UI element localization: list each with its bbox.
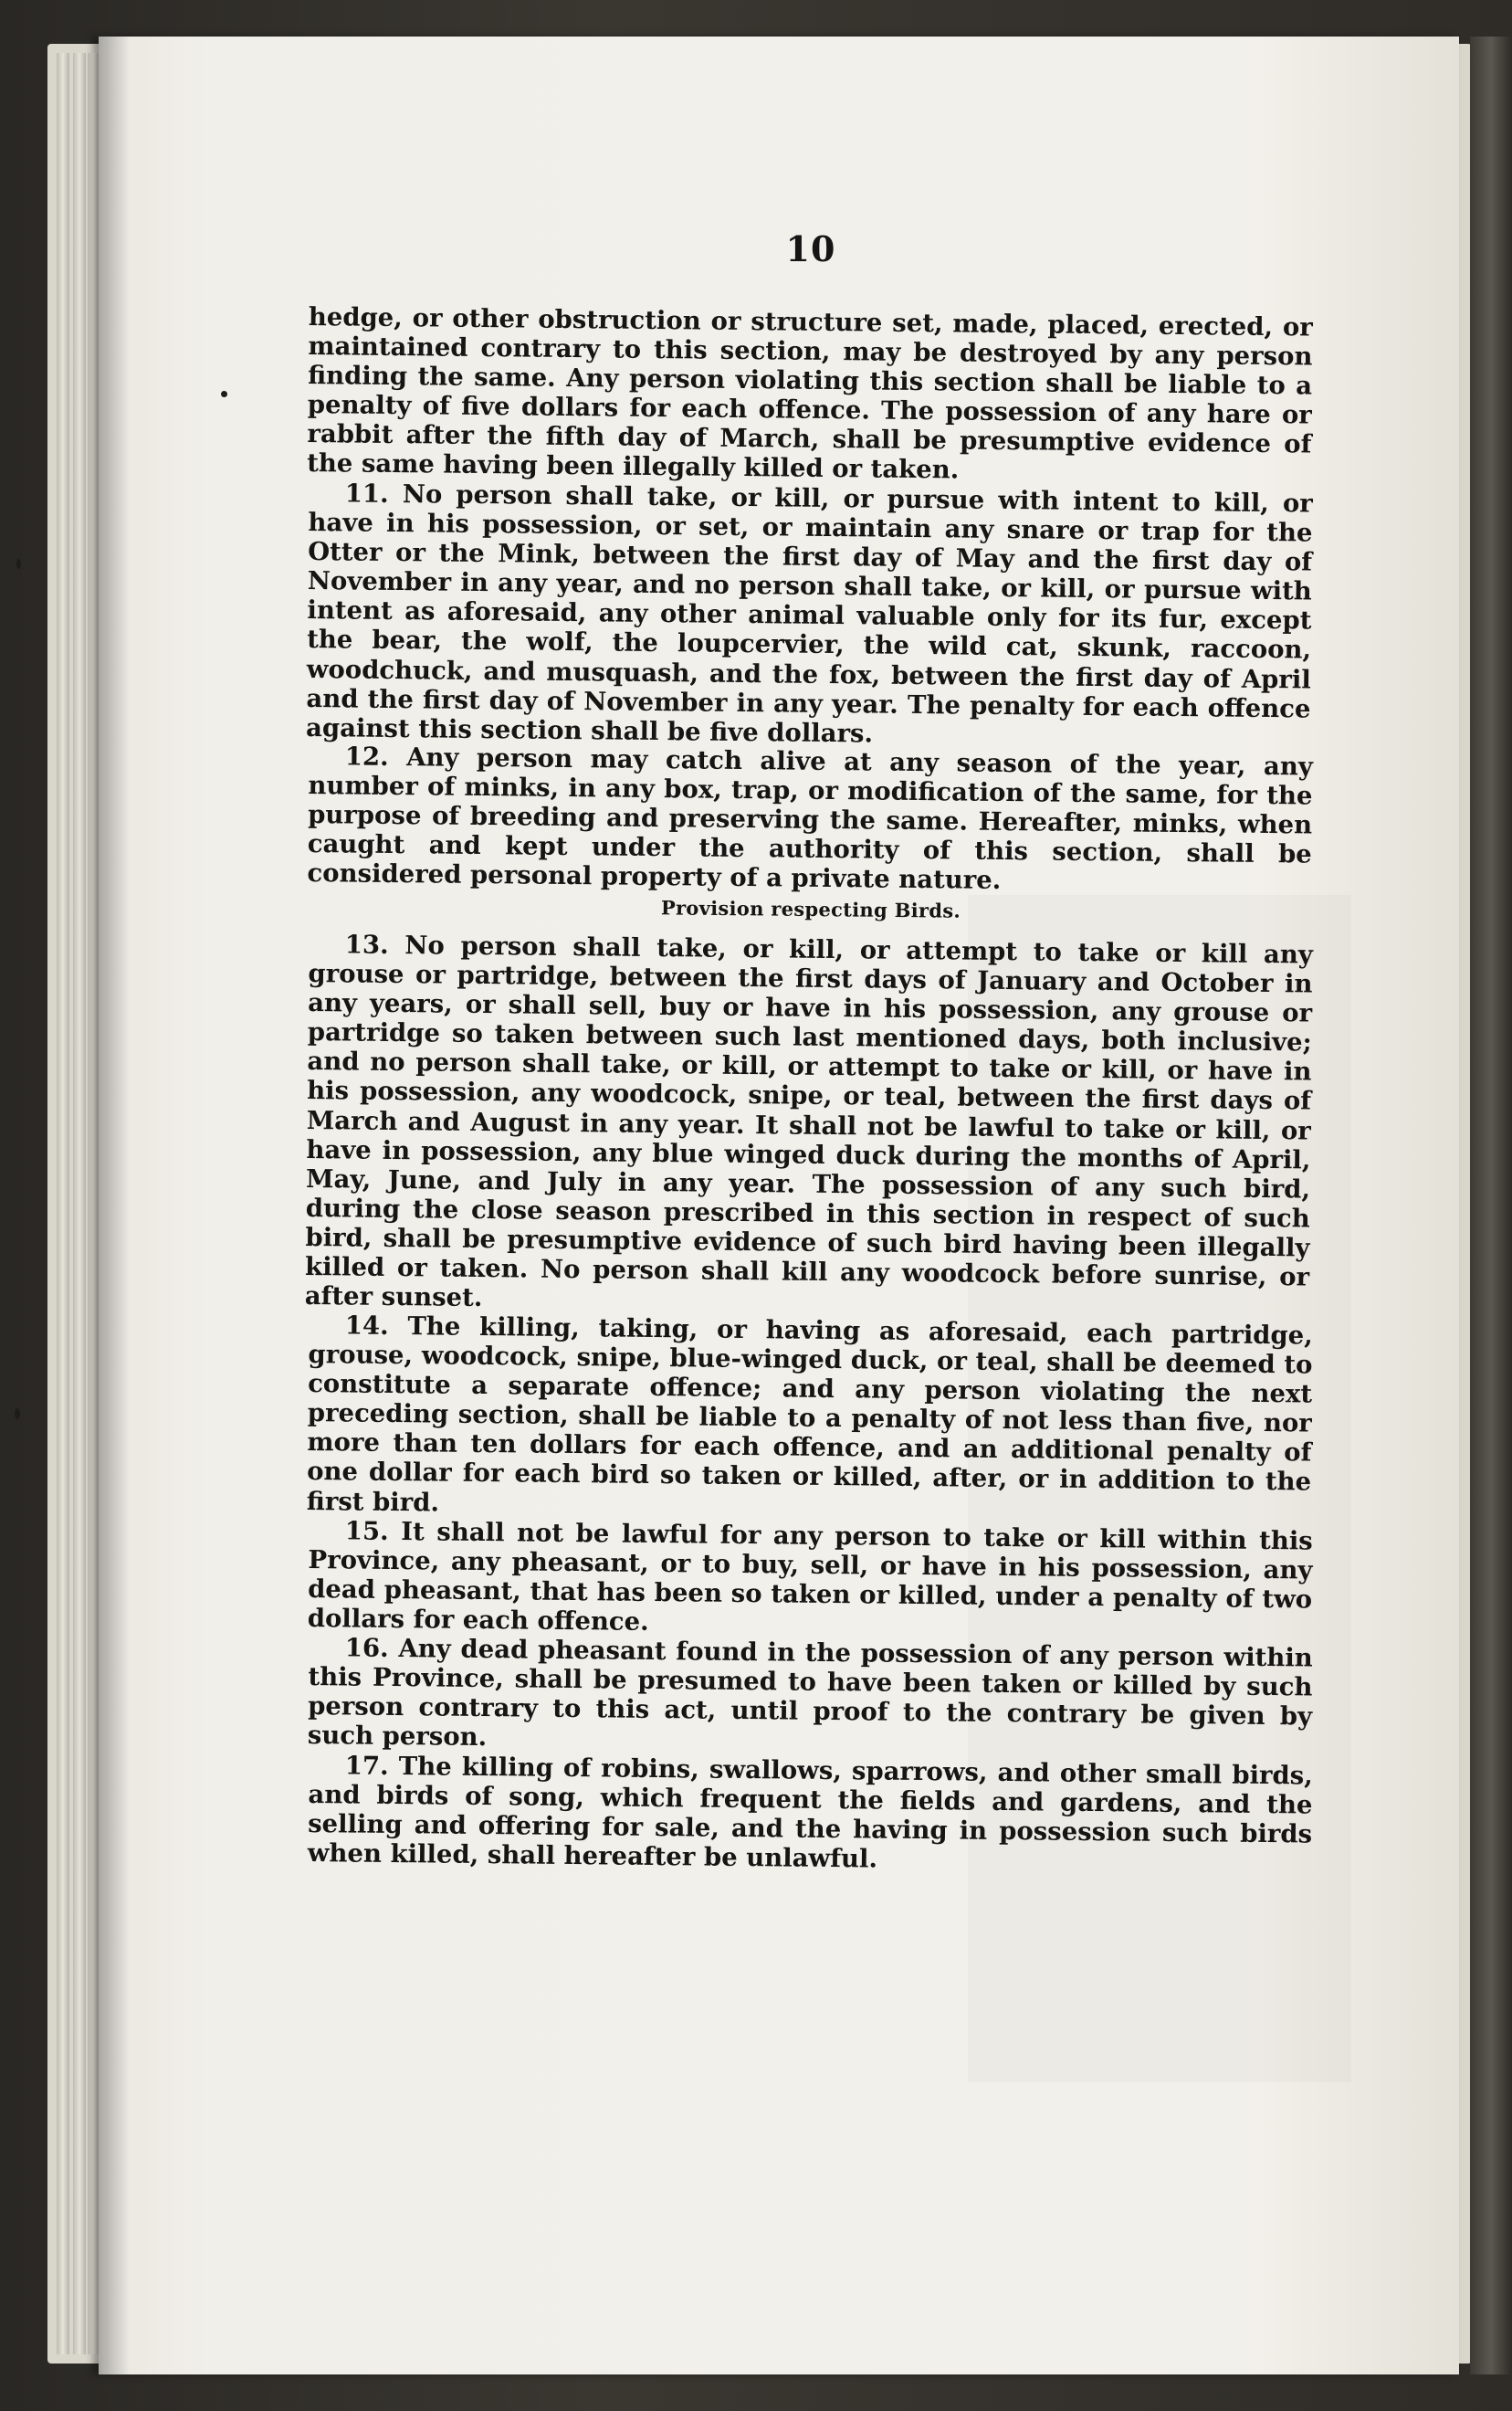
- section-heading: Provision respecting Birds.: [660, 896, 961, 922]
- paragraph-section-12: 12. Any person may catch alive at any season of the year, any number of minks, in any box, trap, or modification of the same, for the purpose of breeding and preserving the same. Hereafter, minks, when caught and kept under the authority of this section, shall be considered personal property of a private nature.: [307, 742, 1313, 896]
- ink-speck: [221, 391, 227, 397]
- paragraph-continuation: hedge, or other obstruction or structure set, made, placed, erected, or maintained contrary to this section, may be destroyed by any person finding the same. Any person violating this section shall be liable to a penalty of five dollars for each offence. The possession of any hare or rabbit after the fifth day of March, shall be presumptive evidence of the same having been illegally killed or taken.: [306, 302, 1313, 485]
- ink-speck: [15, 1408, 20, 1419]
- paragraph-section-16: 16. Any dead pheasant found in the possession of any person within this Province, shall be presumed to have been taken or killed by such person contrary to this act, until proof to the contrary be given by such person.: [307, 1633, 1313, 1753]
- page-edge: [73, 53, 86, 2354]
- paragraph-section-11: 11. No person shall take, or kill, or pursue with intent to kill, or have in his possession, or set, or maintain any snare or trap for the Otter or the Mink, between the first day of May and the first day of November in any year, and no person shall take, or kill, or pursue with intent as aforesaid, any other animal valuable only for its fur, except the bear, the wolf, the loupcervier, the wild cat, skunk, raccoon, woodchuck, and musquash, and the fox, between the first day of April and the first day of November in any year. The penalty for each offence against this section shall be five dollars.: [305, 478, 1313, 748]
- paragraph-section-15: 15. It shall not be lawful for any person to take or kill within this Province, any pheasant, or to buy, sell, or have in his possession, any dead pheasant, that has been so taken or killed, under a penalty of two dollars for each offence.: [307, 1516, 1313, 1637]
- paragraph-section-14: 14. The killing, taking, or having as aforesaid, each partridge, grouse, woodcock, snipe, blue-winged duck, or teal, shall be deemed to constitute a separate offence; and any person violating the next preceding section, shall be liable to a penalty of not less than five, nor more than ten dollars for each offence, and an additional penalty of one dollar for each bird so taken or killed, after, or in addition to the first bird.: [306, 1311, 1313, 1518]
- paragraph-section-17: 17. The killing of robins, swallows, sparrows, and other small birds, and birds of song, which frequent the fields and gardens, and the selling and offering for sale, and the having in possession such birds when killed, shall hereafter be unlawful.: [307, 1750, 1313, 1874]
- ink-speck: [16, 559, 21, 569]
- page-edge: [57, 53, 69, 2354]
- binding-shadow: [99, 37, 130, 2374]
- paragraph-section-13: 13. No person shall take, or kill, or attempt to take or kill any grouse or partridge, between the first days of January and October in any years, or shall sell, buy or have in his possession, any grouse or partridge so taken between such last mentioned days, both inclusive; and no person shall take, or kill, or attempt to take or kill, or have in his possession, any woodcock, snipe, or teal, between the first days of March and August in any year. It shall not be lawful to take or kill, or have in possession, any blue winged duck during the months of April, May, June, and July in any year. The possession of any such bird, during the close season prescribed in this section in respect of such bird, shall be presumptive evidence of such bird having been illegally killed or taken. No person shall kill any woodcock before sunrise, or after sunset.: [304, 930, 1313, 1313]
- page-content: [304, 228, 1313, 1874]
- right-page-edge: [1470, 37, 1512, 2374]
- page-number: 10: [785, 228, 836, 269]
